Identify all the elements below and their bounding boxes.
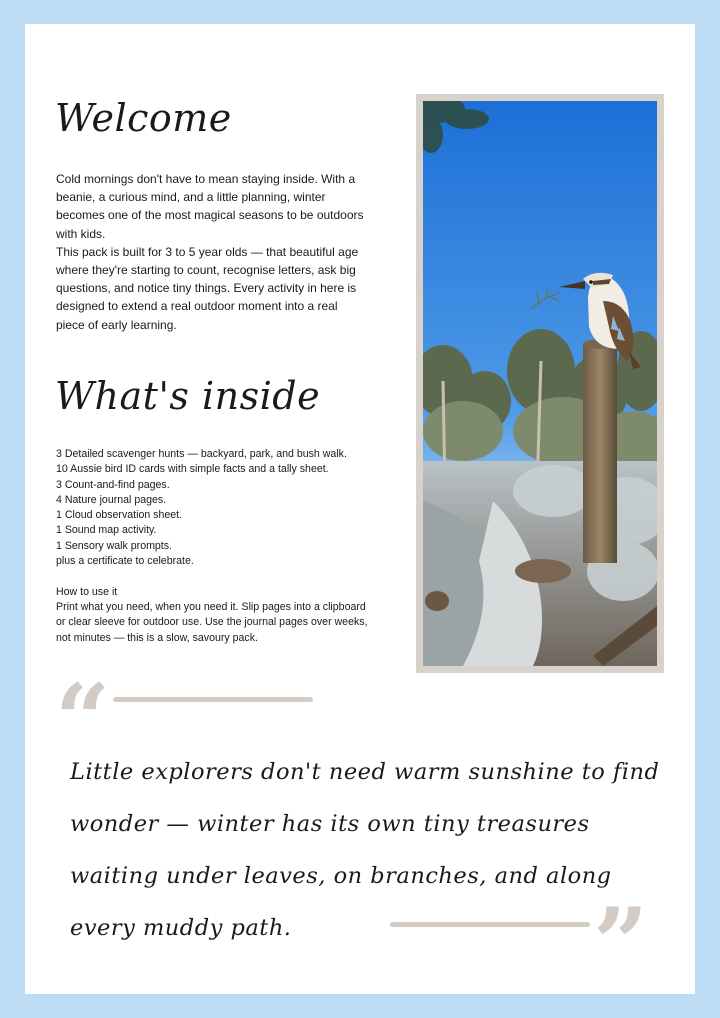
kookaburra-photo-frame — [416, 94, 664, 673]
list-item: plus a certificate to celebrate. — [56, 555, 194, 568]
list-item: 4 Nature journal pages. — [56, 493, 167, 506]
kookaburra-photo — [423, 101, 657, 666]
quote-divider-top — [113, 697, 313, 702]
whats-inside-title: What's inside — [55, 374, 321, 418]
list-item: 3 Count-and-find pages. — [56, 478, 170, 491]
list-item: 1 Sound map activity. — [56, 524, 157, 537]
list-item: 3 Detailed scavenger hunts — backyard, park, and bush walk. — [56, 448, 347, 460]
welcome-intro: Cold mornings don't have to mean staying inside. With a beanie, a curious mind, and a little planning, winter becomes one of the most magical seasons to be outdoors with kids. This pack is built for 3 to 5 year olds — that beautiful age where they're starting to count, recognise letters, ask big questions, and notice tiny things. Every activity in here is designed to extend a real outdoor moment into a real piece of early learning. — [56, 172, 364, 332]
how-to-body: Print what you need, when you need it. Slip pages into a clipboard or clear sleeve for outdoor use. Use the journal pages over weeks, not minutes — this is a slow, savoury pack. — [56, 601, 368, 644]
list-item: 10 Aussie bird ID cards with simple facts and a tally sheet. — [56, 463, 329, 476]
featured-quote: Little explorers don't need warm sunshine to find wonder — winter has its own tiny treasures waiting under leaves, on branches, and along every muddy path. — [70, 759, 660, 941]
welcome-title: Welcome — [55, 96, 232, 140]
page — [25, 24, 695, 1000]
list-item: 1 Sensory walk prompts. — [56, 539, 172, 552]
how-to-heading: How to use it — [56, 586, 118, 598]
quote-divider-bottom — [390, 922, 590, 927]
close-quote-icon: ” — [593, 887, 649, 1000]
whats-inside-list — [56, 447, 368, 569]
list-item: 1 Cloud observation sheet. — [56, 509, 183, 522]
open-quote-icon: “ — [55, 663, 111, 776]
